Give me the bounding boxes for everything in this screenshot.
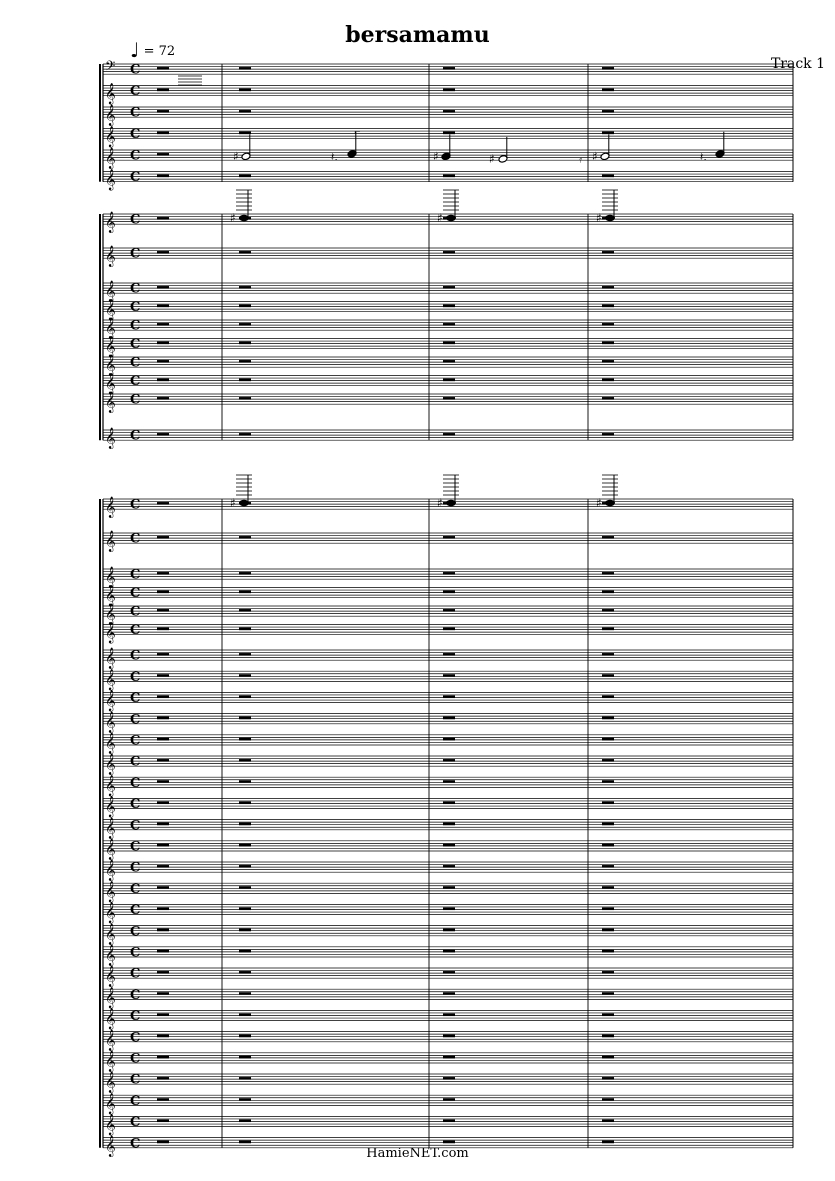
whole-rest <box>239 823 251 826</box>
whole-rest <box>443 844 455 847</box>
time-signature: C <box>130 648 141 664</box>
whole-rest <box>443 175 455 178</box>
treble-clef-icon: 𝄞 <box>105 1008 116 1030</box>
whole-rest <box>157 992 169 995</box>
whole-rest <box>157 865 169 868</box>
treble-clef-icon: 𝄞 <box>105 83 116 105</box>
whole-rest <box>239 950 251 953</box>
treble-clef-icon: 𝄞 <box>105 881 116 903</box>
time-signature: C <box>130 246 141 262</box>
whole-rest <box>443 433 455 436</box>
whole-rest <box>602 305 614 308</box>
whole-rest <box>443 823 455 826</box>
treble-clef-icon: 𝄞 <box>105 1051 116 1072</box>
sharp-icon: ♯ <box>230 496 236 510</box>
treble-clef-icon: 𝄞 <box>105 817 116 839</box>
whole-rest <box>602 1098 614 1101</box>
whole-rest <box>443 110 455 113</box>
whole-rest <box>239 132 251 135</box>
time-signature: C <box>130 281 141 297</box>
whole-rest <box>239 695 251 698</box>
whole-rest <box>157 572 169 575</box>
treble-clef-icon: 𝄞 <box>105 796 116 818</box>
time-signature: C <box>130 374 141 390</box>
whole-rest <box>443 132 455 135</box>
whole-rest <box>239 1119 251 1122</box>
treble-clef-icon: 𝄞 <box>105 945 116 966</box>
time-signature: C <box>130 775 141 791</box>
time-signature: C <box>130 84 141 100</box>
whole-rest <box>239 67 251 70</box>
time-signature: C <box>130 1030 141 1046</box>
whole-rest <box>239 907 251 910</box>
whole-rest <box>602 1035 614 1038</box>
whole-rest <box>602 379 614 382</box>
whole-rest <box>157 929 169 932</box>
treble-clef-icon: 𝄞 <box>105 648 116 670</box>
whole-rest <box>443 286 455 289</box>
whole-rest <box>443 251 455 254</box>
time-signature: C <box>130 712 141 728</box>
whole-rest <box>157 653 169 656</box>
whole-rest <box>602 1013 614 1016</box>
sixteenth-rest: 𝄿 <box>579 154 583 166</box>
whole-rest <box>157 801 169 804</box>
whole-rest <box>602 801 614 804</box>
whole-rest <box>443 907 455 910</box>
time-signature: C <box>130 1093 141 1109</box>
whole-rest <box>157 305 169 308</box>
sharp-icon: ♯ <box>233 149 239 164</box>
whole-rest <box>157 1098 169 1101</box>
whole-rest <box>239 286 251 289</box>
whole-rest <box>443 536 455 539</box>
whole-rest <box>239 801 251 804</box>
whole-rest <box>443 992 455 995</box>
track-label: Track 1 <box>770 56 825 72</box>
bass-clef-icon: 𝄢 <box>105 58 116 78</box>
whole-rest <box>239 992 251 995</box>
whole-rest <box>239 360 251 363</box>
whole-rest <box>602 717 614 720</box>
time-signature: C <box>130 127 141 143</box>
time-signature: C <box>130 966 141 982</box>
treble-clef-icon: 𝄞 <box>105 246 116 268</box>
whole-rest <box>157 323 169 326</box>
whole-rest <box>157 738 169 741</box>
tempo-value: = 72 <box>143 44 176 59</box>
whole-rest <box>157 1077 169 1080</box>
treble-clef-icon: 𝄞 <box>105 1114 116 1136</box>
whole-rest <box>602 844 614 847</box>
whole-rest <box>157 695 169 698</box>
time-signature: C <box>130 1051 141 1067</box>
whole-rest <box>602 251 614 254</box>
time-signature: C <box>130 428 141 444</box>
whole-rest <box>443 305 455 308</box>
whole-rest <box>443 759 455 762</box>
whole-rest <box>157 907 169 910</box>
time-signature: C <box>130 105 141 121</box>
time-signature: C <box>130 170 141 186</box>
whole-rest <box>157 132 169 135</box>
treble-clef-icon: 𝄞 <box>105 966 116 988</box>
time-signature: C <box>130 337 141 353</box>
whole-rest <box>443 1141 455 1144</box>
eighth-flag: ⌐ <box>354 127 361 137</box>
treble-clef-icon: 𝄞 <box>105 428 116 450</box>
whole-rest <box>157 502 169 505</box>
whole-rest <box>239 323 251 326</box>
time-signature: C <box>130 754 141 770</box>
whole-rest <box>602 360 614 363</box>
whole-rest <box>602 992 614 995</box>
whole-rest <box>157 950 169 953</box>
whole-rest <box>443 342 455 345</box>
whole-rest <box>157 1035 169 1038</box>
treble-clef-icon: 𝄞 <box>105 497 116 519</box>
treble-clef-icon: 𝄞 <box>105 212 116 234</box>
whole-rest <box>443 1035 455 1038</box>
whole-rest <box>157 759 169 762</box>
time-signature: C <box>130 669 141 685</box>
time-signature: C <box>130 148 141 164</box>
sharp-icon: ♯ <box>489 151 495 166</box>
whole-rest <box>239 759 251 762</box>
whole-rest <box>443 628 455 631</box>
treble-clef-icon: 𝄞 <box>105 902 116 924</box>
whole-rest <box>239 674 251 677</box>
time-signature: C <box>130 623 141 639</box>
whole-rest <box>602 823 614 826</box>
treble-clef-icon: 𝄞 <box>105 860 116 882</box>
treble-clef-icon: 𝄞 <box>105 392 116 414</box>
whole-rest <box>239 1056 251 1059</box>
time-signature: C <box>130 881 141 897</box>
whole-rest <box>602 572 614 575</box>
whole-rest <box>239 865 251 868</box>
whole-rest <box>239 305 251 308</box>
treble-clef-icon: 𝄞 <box>105 148 116 170</box>
whole-rest <box>443 674 455 677</box>
whole-rest <box>602 1077 614 1080</box>
whole-rest <box>443 1098 455 1101</box>
whole-rest <box>157 823 169 826</box>
whole-rest <box>602 89 614 92</box>
whole-rest <box>443 609 455 612</box>
whole-rest <box>157 591 169 594</box>
whole-rest <box>157 153 169 156</box>
time-signature: C <box>130 1136 141 1152</box>
treble-clef-icon: 𝄞 <box>105 839 116 860</box>
treble-clef-icon: 𝄞 <box>105 622 116 644</box>
whole-rest <box>443 971 455 974</box>
time-signature: C <box>130 1115 141 1131</box>
treble-clef-icon: 𝄞 <box>105 1072 116 1094</box>
treble-clef-icon: 𝄞 <box>105 373 116 395</box>
treble-clef-icon: 𝄞 <box>105 585 116 607</box>
whole-rest <box>239 110 251 113</box>
whole-rest <box>602 674 614 677</box>
whole-rest <box>602 653 614 656</box>
whole-rest <box>602 950 614 953</box>
treble-clef-icon: 𝄞 <box>105 987 116 1009</box>
whole-rest <box>443 865 455 868</box>
whole-rest <box>239 1141 251 1144</box>
whole-rest <box>602 907 614 910</box>
whole-rest <box>157 1013 169 1016</box>
whole-rest <box>602 110 614 113</box>
whole-rest <box>602 536 614 539</box>
whole-rest <box>239 1098 251 1101</box>
rest-dotted-quarter: 𝄽. <box>700 150 707 164</box>
time-signature: C <box>130 212 141 228</box>
whole-rest <box>443 360 455 363</box>
whole-rest <box>443 717 455 720</box>
whole-rest <box>602 433 614 436</box>
time-signature: C <box>130 818 141 834</box>
whole-rest <box>239 886 251 889</box>
whole-rest <box>239 971 251 974</box>
whole-rest <box>602 929 614 932</box>
whole-rest <box>443 323 455 326</box>
time-signature: C <box>130 1072 141 1088</box>
whole-rest <box>443 67 455 70</box>
whole-rest <box>443 886 455 889</box>
whole-rest <box>602 865 614 868</box>
whole-rest <box>602 780 614 783</box>
whole-rest <box>602 286 614 289</box>
whole-rest <box>443 695 455 698</box>
whole-rest <box>157 286 169 289</box>
sharp-icon: ♯ <box>433 149 439 164</box>
sharp-icon: ♯ <box>437 211 443 225</box>
whole-rest <box>602 175 614 178</box>
whole-rest <box>443 950 455 953</box>
time-signature: C <box>130 987 141 1003</box>
whole-rest <box>602 342 614 345</box>
whole-rest <box>602 759 614 762</box>
whole-rest <box>157 971 169 974</box>
whole-rest <box>157 1141 169 1144</box>
whole-rest <box>443 397 455 400</box>
treble-clef-icon: 𝄞 <box>105 923 116 945</box>
treble-clef-icon: 𝄞 <box>105 531 116 553</box>
treble-clef-icon: 𝄞 <box>105 318 116 340</box>
time-signature: C <box>130 604 141 620</box>
whole-rest <box>239 609 251 612</box>
whole-rest <box>157 110 169 113</box>
whole-rest <box>239 572 251 575</box>
time-signature: C <box>130 733 141 749</box>
score-title: bersamamu <box>345 22 490 48</box>
whole-rest <box>602 628 614 631</box>
whole-rest <box>443 1056 455 1059</box>
whole-rest <box>443 591 455 594</box>
whole-rest <box>602 132 614 135</box>
time-signature: C <box>130 318 141 334</box>
whole-rest <box>239 379 251 382</box>
treble-clef-icon: 𝄞 <box>105 126 116 148</box>
whole-rest <box>443 1013 455 1016</box>
rest-dotted-quarter: 𝄽. <box>331 150 338 164</box>
whole-rest <box>602 397 614 400</box>
sharp-icon: ♯ <box>230 211 236 225</box>
whole-rest <box>239 717 251 720</box>
treble-clef-icon: 𝄞 <box>105 690 116 712</box>
whole-rest <box>239 1035 251 1038</box>
time-signature: C <box>130 567 141 583</box>
treble-clef-icon: 𝄞 <box>105 281 116 303</box>
whole-rest <box>239 929 251 932</box>
time-signature: C <box>130 531 141 547</box>
time-signature: C <box>130 355 141 371</box>
sharp-icon: ♯ <box>437 496 443 510</box>
whole-rest <box>157 89 169 92</box>
sharp-icon: ♯ <box>596 496 602 510</box>
whole-rest <box>157 780 169 783</box>
whole-rest <box>157 609 169 612</box>
treble-clef-icon: 𝄞 <box>105 169 116 191</box>
treble-clef-icon: 𝄞 <box>105 1093 116 1115</box>
whole-rest <box>157 674 169 677</box>
whole-rest <box>239 89 251 92</box>
treble-clef-icon: 𝄞 <box>105 775 116 797</box>
whole-rest <box>239 397 251 400</box>
time-signature: C <box>130 945 141 961</box>
treble-clef-icon: 𝄞 <box>105 105 116 127</box>
whole-rest <box>157 217 169 220</box>
treble-clef-icon: 𝄞 <box>105 669 116 691</box>
whole-rest <box>443 572 455 575</box>
treble-clef-icon: 𝄞 <box>105 711 116 733</box>
whole-rest <box>443 801 455 804</box>
whole-rest <box>239 591 251 594</box>
whole-rest <box>157 360 169 363</box>
whole-rest <box>239 844 251 847</box>
whole-rest <box>239 175 251 178</box>
whole-rest <box>157 67 169 70</box>
treble-clef-icon: 𝄞 <box>105 733 116 754</box>
whole-rest <box>157 379 169 382</box>
whole-rest <box>443 1077 455 1080</box>
footer-credit: HamieNET.com <box>366 1146 469 1161</box>
whole-rest <box>602 67 614 70</box>
whole-rest <box>602 1141 614 1144</box>
treble-clef-icon: 𝄞 <box>105 1135 116 1157</box>
whole-rest <box>239 536 251 539</box>
whole-rest <box>602 695 614 698</box>
whole-rest <box>239 780 251 783</box>
time-signature: C <box>130 586 141 602</box>
treble-clef-icon: 𝄞 <box>105 355 116 377</box>
time-signature: C <box>130 924 141 940</box>
whole-rest <box>443 89 455 92</box>
whole-rest <box>602 1056 614 1059</box>
time-signature: C <box>130 860 141 876</box>
whole-rest <box>443 780 455 783</box>
time-signature: C <box>130 903 141 919</box>
whole-rest <box>157 536 169 539</box>
time-signature: C <box>130 797 141 813</box>
whole-rest <box>157 717 169 720</box>
whole-rest <box>157 342 169 345</box>
whole-rest <box>239 738 251 741</box>
whole-rest <box>602 609 614 612</box>
treble-clef-icon: 𝄞 <box>105 604 116 626</box>
whole-rest <box>239 1077 251 1080</box>
time-signature: C <box>130 839 141 855</box>
whole-rest <box>157 397 169 400</box>
treble-clef-icon: 𝄞 <box>105 754 116 776</box>
whole-rest <box>443 929 455 932</box>
whole-rest <box>157 886 169 889</box>
time-signature: C <box>130 300 141 316</box>
time-signature: C <box>130 392 141 408</box>
treble-clef-icon: 𝄞 <box>105 1029 116 1051</box>
whole-rest <box>239 342 251 345</box>
whole-rest <box>443 738 455 741</box>
whole-rest <box>157 433 169 436</box>
whole-rest <box>602 591 614 594</box>
whole-rest <box>157 175 169 178</box>
whole-rest <box>157 251 169 254</box>
whole-rest <box>443 1119 455 1122</box>
whole-rest <box>239 251 251 254</box>
time-signature: C <box>130 1009 141 1025</box>
whole-rest <box>602 1119 614 1122</box>
whole-rest <box>602 323 614 326</box>
whole-rest <box>157 628 169 631</box>
whole-rest <box>239 653 251 656</box>
sharp-icon: ♯ <box>596 211 602 225</box>
whole-rest <box>157 1056 169 1059</box>
whole-rest <box>443 379 455 382</box>
whole-rest <box>157 844 169 847</box>
whole-rest <box>443 653 455 656</box>
whole-rest <box>602 738 614 741</box>
whole-rest <box>602 971 614 974</box>
time-signature: C <box>130 691 141 707</box>
whole-rest <box>239 433 251 436</box>
whole-rest <box>602 886 614 889</box>
treble-clef-icon: 𝄞 <box>105 336 116 358</box>
treble-clef-icon: 𝄞 <box>105 299 116 321</box>
sharp-icon: ♯ <box>592 149 598 164</box>
treble-clef-icon: 𝄞 <box>105 567 116 589</box>
time-signature: C <box>130 497 141 513</box>
whole-rest <box>239 1013 251 1016</box>
whole-rest <box>239 628 251 631</box>
whole-rest <box>157 1119 169 1122</box>
quarter-note-icon: ♩ <box>130 38 140 62</box>
time-signature: C <box>130 62 141 78</box>
